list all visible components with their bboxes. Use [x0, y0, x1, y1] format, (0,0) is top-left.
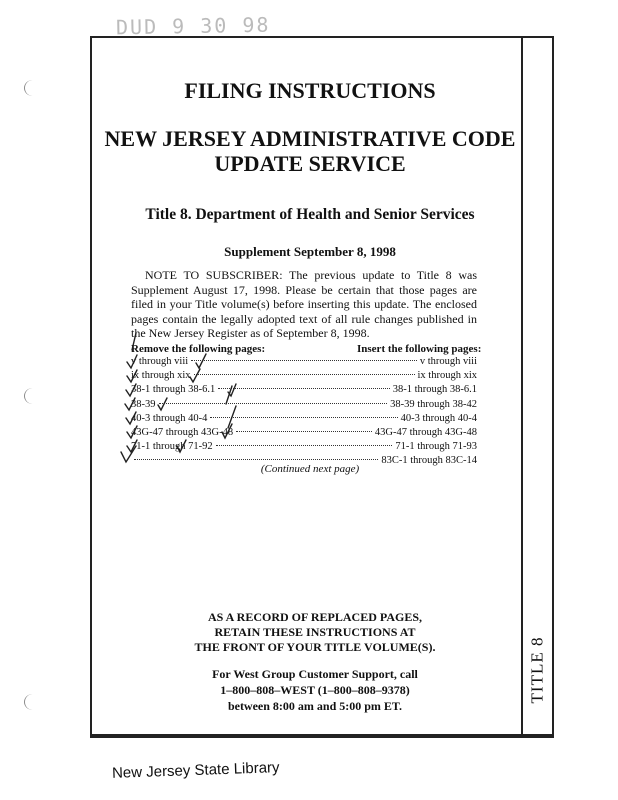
bottom-rule: [90, 736, 554, 738]
list-item: [131, 427, 477, 441]
record-line: RETAIN THESE INSTRUCTIONS AT: [214, 625, 416, 639]
insert-pages: v through viii: [419, 356, 477, 367]
list-item: [131, 399, 477, 413]
list-item: [131, 370, 477, 384]
punch-hole-bottom: [24, 694, 41, 710]
support-line: For West Group Customer Support, call: [212, 667, 418, 681]
insert-pages: 38-1 through 38-6.1: [392, 384, 477, 396]
leader-dots: [194, 374, 415, 375]
received-stamp: DUD 9 30 98: [115, 12, 271, 40]
insert-pages: ix through xix: [417, 370, 477, 382]
list-item: [131, 384, 477, 398]
list-item: [131, 356, 477, 370]
remove-pages: 40-3 through 40-4: [131, 412, 208, 424]
insert-pages: 71-1 through 71-93: [395, 441, 477, 453]
record-line: AS A RECORD OF REPLACED PAGES,: [207, 610, 423, 624]
code-heading: [100, 126, 520, 176]
list-item: [131, 413, 477, 427]
page-list: [131, 356, 477, 470]
insert-pages: 83C-1 through 83C-14: [381, 455, 477, 467]
leader-dots: [210, 417, 397, 418]
record-line: THE FRONT OF YOUR TITLE VOLUME(S).: [194, 640, 436, 654]
support-phone: 1–800–808–WEST (1–800–808–9378): [220, 683, 410, 697]
supplement-date: Supplement September 8, 1998: [224, 244, 396, 259]
insert-header: Insert the following pages:: [357, 343, 482, 355]
leader-dots: [134, 459, 378, 460]
insert-pages: 40-3 through 40-4: [400, 412, 477, 424]
remove-pages: 38-1 through 38-6.1: [131, 384, 216, 396]
document-title: FILING INSTRUCTIONS: [184, 78, 436, 103]
remove-pages: 71-1 through 71-92: [131, 441, 213, 453]
list-item: [131, 441, 477, 455]
leader-dots: [218, 388, 389, 389]
code-heading-line-1: NEW JERSEY ADMINISTRATIVE CODE: [104, 126, 516, 151]
leader-dots: [216, 445, 393, 446]
remove-pages: 43G-47 through 43G-48: [131, 426, 234, 438]
continued-note: (Continued next page): [260, 463, 360, 475]
leader-dots: [236, 431, 372, 432]
punch-hole-top: [24, 80, 41, 96]
remove-pages: ix through xix: [131, 370, 191, 382]
leader-dots: [159, 403, 388, 404]
title-subtitle: Title 8. Department of Health and Senior Services: [145, 206, 475, 223]
support-hours: between 8:00 am and 5:00 pm ET.: [227, 699, 403, 713]
punch-hole-middle: [24, 388, 41, 404]
subscriber-note: NOTE TO SUBSCRIBER: The previous update to Title 8 was Supplement August 17, 1998. Please be certain that those pages are filed in your Title volume(s) before inserting this update. The enclosed pages contain the legally adopted text of all rule changes published in the New Jersey Register as of September 8, 1998.: [131, 268, 477, 340]
record-notice: [160, 610, 470, 655]
insert-pages: 38-39 through 38-42: [390, 398, 477, 410]
leader-dots: [191, 360, 417, 361]
insert-pages: 43G-47 through 43G-48: [374, 426, 477, 438]
library-stamp: New Jersey State Library: [111, 759, 280, 782]
remove-pages: v through viii: [131, 356, 189, 367]
customer-support: [160, 666, 470, 714]
spine-label: TITLE 8: [527, 636, 547, 704]
remove-pages: 38-39: [131, 398, 156, 410]
remove-header: Remove the following pages:: [131, 343, 266, 355]
code-heading-line-2: UPDATE SERVICE: [214, 151, 406, 176]
